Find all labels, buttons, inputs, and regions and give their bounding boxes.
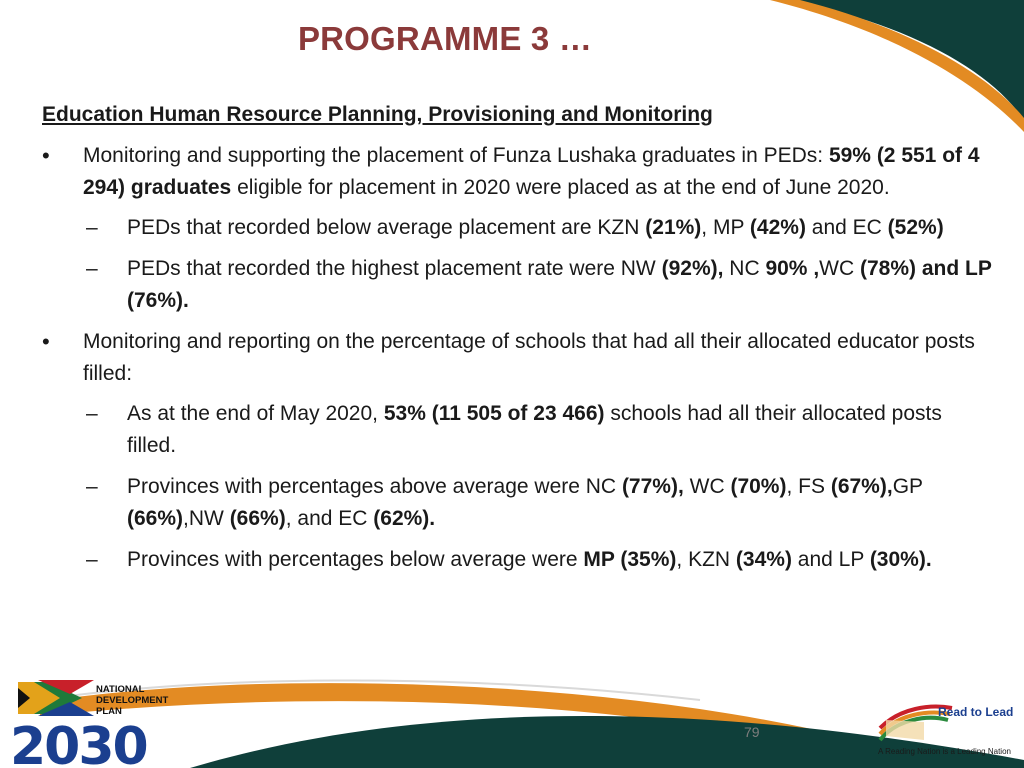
- read-to-lead-logo: [876, 700, 1024, 760]
- bold-text-run: (66%): [229, 507, 286, 530]
- rtl-title: Read to Lead: [938, 705, 1014, 719]
- bold-text-run: (67%),: [830, 475, 893, 498]
- bullet-list: [42, 140, 992, 585]
- text-run: As at the end of May 2020,: [127, 402, 384, 425]
- top-right-swoosh-dark: [790, 0, 1024, 120]
- text-run: and EC: [805, 216, 888, 239]
- bold-text-run: (77%),: [621, 475, 684, 498]
- text-run: Monitoring and reporting on the percentage of schools that had all their allocated educator posts filled:: [83, 330, 975, 385]
- text-run: WC: [683, 475, 731, 498]
- text-run: ,NW: [183, 507, 230, 530]
- text-run: , FS: [786, 475, 831, 498]
- sub-bullet-item: [42, 212, 992, 244]
- text-run: and LP: [791, 548, 870, 571]
- bullet-marker: •: [42, 329, 50, 354]
- bold-text-run: (66%): [127, 507, 184, 530]
- ndp-line2: DEVELOPMENT: [96, 695, 169, 706]
- text-run: PEDs that recorded below average placement are KZN: [127, 216, 646, 239]
- bold-text-run: (30%).: [869, 548, 932, 571]
- text-run: Provinces with percentages below average were: [127, 548, 584, 571]
- ndp-year: 2030: [10, 717, 147, 766]
- text-run: , and EC: [285, 507, 374, 530]
- bold-text-run: (92%),: [661, 257, 724, 280]
- bold-text-run: (34%): [735, 548, 792, 571]
- section-heading: Education Human Resource Planning, Provisioning and Monitoring: [42, 103, 713, 126]
- bold-text-run: (21%): [645, 216, 702, 239]
- text-run: GP: [892, 475, 923, 498]
- ndp-2030-logo: [8, 676, 188, 766]
- dash-marker: –: [86, 216, 98, 239]
- text-run: WC: [819, 257, 860, 280]
- text-run: Monitoring and supporting the placement of Funza Lushaka graduates in PEDs:: [83, 144, 829, 167]
- text-run: Provinces with percentages above average were NC: [127, 475, 622, 498]
- slide-title: PROGRAMME 3 …: [297, 20, 593, 57]
- sub-bullet-item: [42, 398, 992, 462]
- text-run: schools had all their allocated posts filled.: [127, 402, 942, 457]
- sub-bullet-item: [42, 253, 992, 317]
- dash-marker: –: [86, 475, 98, 498]
- bullet-item: [42, 326, 992, 390]
- bold-text-run: (52%): [887, 216, 944, 239]
- bold-text-run: 53% (11 505 of 23 466): [383, 402, 605, 425]
- sub-bullet-item: [42, 544, 992, 576]
- rtl-tagline: A Reading Nation is a Leading Nation: [878, 747, 1011, 756]
- text-run: , KZN: [676, 548, 736, 571]
- bold-text-run: (42%): [749, 216, 806, 239]
- text-run: NC: [723, 257, 766, 280]
- bold-text-run: (78%) and LP (76%).: [127, 257, 992, 312]
- dash-marker: –: [86, 548, 98, 571]
- bold-text-run: 90% ,: [765, 257, 820, 280]
- bullet-item: [42, 140, 992, 204]
- text-run: PEDs that recorded the highest placement rate were NW: [127, 257, 662, 280]
- bold-text-run: MP (35%): [583, 548, 677, 571]
- dash-marker: –: [86, 257, 98, 280]
- text-run: , MP: [701, 216, 750, 239]
- ndp-line3: PLAN: [96, 706, 122, 717]
- ndp-line1: NATIONAL: [96, 684, 145, 695]
- bold-text-run: 59% (2 551 of 4 294) graduates: [83, 144, 980, 199]
- bold-text-run: (62%).: [373, 507, 436, 530]
- bold-text-run: (70%): [730, 475, 787, 498]
- dash-marker: –: [86, 402, 98, 425]
- bullet-marker: •: [42, 143, 50, 168]
- page-number: 79: [744, 724, 760, 740]
- sub-bullet-item: [42, 471, 992, 535]
- text-run: eligible for placement in 2020 were placed as at the end of June 2020.: [231, 176, 890, 199]
